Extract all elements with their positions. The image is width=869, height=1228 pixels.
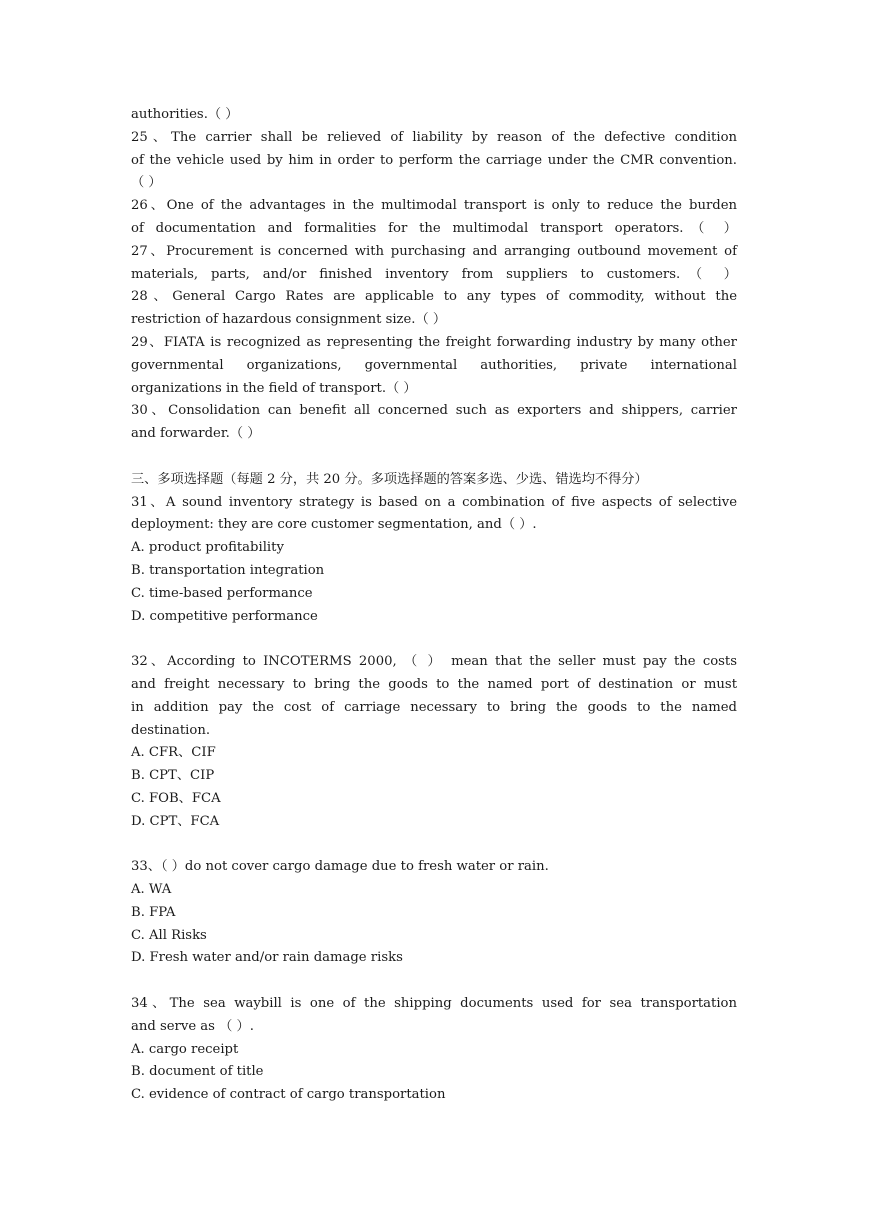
option-c: C. time-based performance <box>131 585 313 601</box>
question-text-line: 27、Procurement is concerned with purchasing and arranging outbound movement of <box>131 243 737 259</box>
option-d: D. Fresh water and/or rain damage risks <box>131 950 403 966</box>
question-text-line: 32、According to INCOTERMS 2000, （ ） mean that the seller must pay the costs <box>131 654 737 670</box>
question-text-line: destination. <box>131 722 211 738</box>
question-text-line: and serve as （ ）. <box>131 1018 254 1034</box>
option-a: A. CFR、CIF <box>131 745 216 761</box>
option-c: C. FOB、FCA <box>131 790 221 806</box>
question-text-line: governmental organizations, governmental authorities, private international <box>131 357 737 373</box>
question-25 <box>131 127 737 195</box>
question-text-line: and freight necessary to bring the goods to the named port of destination or must <box>131 676 737 692</box>
q24-tail: authorities.（ ） <box>131 107 239 122</box>
question-text-line: 34、The sea waybill is one of the shipping documents used for sea transportation <box>131 996 737 1012</box>
question-text-line: materials, parts, and/or finished inventory from suppliers to customers.（ ） <box>131 266 737 282</box>
answer-blank: （ ） <box>131 175 162 191</box>
question-text-line: 30、Consolidation can benefit all concerned such as exporters and shippers, carrier <box>131 403 737 419</box>
question-text-line: 26、One of the advantages in the multimodal transport is only to reduce the burden <box>131 198 737 214</box>
option-a: A. cargo receipt <box>131 1041 239 1057</box>
question-text-line: and forwarder.（ ） <box>131 426 261 442</box>
option-b: B. document of title <box>131 1064 264 1080</box>
question-28 <box>131 286 737 332</box>
option-c: C. All Risks <box>131 927 207 943</box>
question-30 <box>131 400 737 446</box>
option-a: A. WA <box>131 882 172 898</box>
section-heading: 三、多项选择题（每题 2 分，共 20 分。多项选择题的答案多选、少选、错选均不得分） <box>131 471 648 487</box>
question-text-line: organizations in the field of transport.（ ） <box>131 380 417 396</box>
question-text-line: 28、General Cargo Rates are applicable to any types of commodity, without the <box>131 289 737 305</box>
question-text-line: of the vehicle used by him in order to perform the carriage under the CMR convention. <box>131 152 737 168</box>
question-text-line: 33、（ ）do not cover cargo damage due to fresh water or rain. <box>131 859 549 875</box>
option-b: B. FPA <box>131 904 176 920</box>
question-text-line: 25、The carrier shall be relieved of liability by reason of the defective condition <box>131 129 737 145</box>
question-text-line: in addition pay the cost of carriage necessary to bring the goods to the named <box>131 699 737 715</box>
question-32 <box>131 651 737 833</box>
option-d: D. CPT、FCA <box>131 813 220 829</box>
question-29 <box>131 332 737 400</box>
spacer <box>131 628 737 651</box>
question-text-line: restriction of hazardous consignment size.（ ） <box>131 312 447 328</box>
option-a: A. product profitability <box>131 540 284 556</box>
spacer <box>131 446 737 469</box>
document-page <box>131 104 737 1107</box>
question-27 <box>131 241 737 287</box>
question-text-line: of documentation and formalities for the multimodal transport operators.（ ） <box>131 220 737 236</box>
option-d: D. competitive performance <box>131 608 318 624</box>
question-text-line: deployment: they are core customer segmentation, and（ ）. <box>131 517 537 533</box>
spacer <box>131 970 737 993</box>
question-26 <box>131 195 737 241</box>
question-31 <box>131 492 737 629</box>
question-text-line: 31、A sound inventory strategy is based on a combination of five aspects of selective <box>131 494 737 510</box>
question-text-line: 29、FIATA is recognized as representing the freight forwarding industry by many other <box>131 334 737 350</box>
spacer <box>131 834 737 857</box>
option-b: B. CPT、CIP <box>131 768 215 784</box>
question-33 <box>131 856 737 970</box>
option-b: B. transportation integration <box>131 562 325 578</box>
option-c: C. evidence of contract of cargo transportation <box>131 1087 446 1103</box>
question-34 <box>131 993 737 1107</box>
